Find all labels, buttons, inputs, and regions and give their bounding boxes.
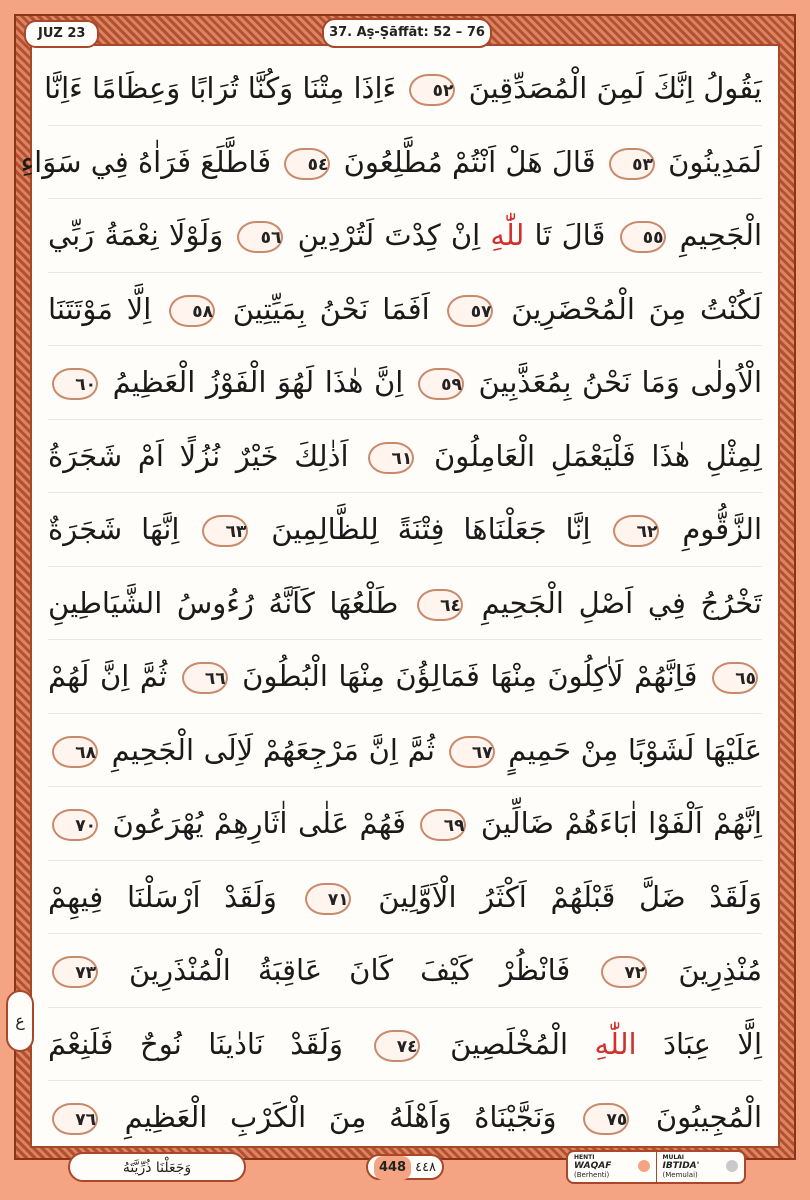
page-number-latin: 448 (374, 1156, 411, 1180)
verse-text: عَلَيْهَا لَشَوْبًا مِنْ حَمِيمٍ (508, 732, 762, 767)
juz-label: JUZ 23 (24, 20, 99, 48)
verse-text: الزَّقُّومِ (682, 512, 763, 546)
allah-word: للّٰهِ (490, 218, 525, 252)
ayah-number-marker: ٦٣ (202, 515, 248, 547)
verse-text: الْمُجِيبُونَ (655, 1100, 763, 1134)
verse-text: فَاِنَّهُمْ لَاٰكِلُونَ مِنْهَا فَمَالِؤُنَ مِنْهَا الْبُطُونَ (242, 659, 698, 693)
ayah-number-marker: ٦٠ (52, 368, 98, 400)
ayah-number-marker: ٧٣ (52, 956, 98, 988)
verse-text: الْاُولٰى وَمَا نَحْنُ بِمُعَذَّبِينَ (478, 365, 763, 399)
quran-line (48, 861, 762, 935)
quran-line (48, 346, 762, 420)
ayah-number-marker: ٥٧ (447, 295, 493, 327)
quran-line (44, 52, 762, 126)
ayah-number-marker: ٧٦ (52, 1103, 98, 1135)
waqaf-color-swatch (638, 1160, 650, 1172)
verse-text: اِنْ كِدْتَ لَتُرْدِينِ (297, 218, 481, 252)
ayah-number-marker: ٥٤ (284, 148, 330, 180)
ibtida-color-swatch (726, 1160, 738, 1172)
verse-text: قَالَ تَا (534, 218, 606, 252)
verse-text: فَهُمْ عَلٰى اٰثَارِهِمْ يُهْرَعُونَ (112, 806, 407, 840)
page-number-arabic: ٤٤٨ (415, 1160, 437, 1175)
quran-line (20, 126, 762, 200)
ibtida-sub-label: (Memulai) (662, 1171, 698, 1179)
ruku-side-marker: ع (6, 990, 34, 1052)
quran-line (48, 420, 762, 494)
verse-text: الْمُخْلَصِينَ (450, 1026, 569, 1061)
verse-text: اِلَّا مَوْتَتَنَا (48, 291, 152, 326)
quran-line (48, 787, 762, 861)
verse-text: فَانْظُرْ كَيْفَ كَانَ عَاقِبَةُ الْمُنْذَرِينَ (129, 953, 571, 987)
ayah-number-marker: ٦٥ (712, 662, 758, 694)
ayah-number-marker: ٧٥ (583, 1103, 629, 1135)
ayah-number-marker: ٦٤ (417, 589, 463, 621)
waqaf-ibtida-legend (566, 1150, 746, 1184)
verse-text: اِنَّا جَعَلْنَاهَا فِتْنَةً لِلظَّالِمِينَ (271, 512, 591, 546)
verse-text: ثُمَّ اِنَّ لَهُمْ (48, 659, 168, 693)
waqaf-main-label: WAQAF (574, 1161, 612, 1171)
verse-text: قَالَ هَلْ اَنْتُمْ مُطَّلِعُونَ (343, 144, 596, 179)
waqaf-sub-label: (Berhenti) (574, 1171, 610, 1179)
verse-text: لِمِثْلِ هٰذَا فَلْيَعْمَلِ الْعَامِلُونَ (433, 438, 763, 473)
verse-text: اَذٰلِكَ خَيْرٌ نُزُلًا اَمْ شَجَرَةُ (48, 438, 349, 473)
ayah-number-marker: ٦٧ (449, 736, 495, 768)
quran-text-lines (20, 52, 763, 1154)
ayah-number-marker: ٦٨ (52, 736, 98, 768)
ayah-number-marker: ٦٩ (420, 809, 466, 841)
verse-text: اِنَّهَا شَجَرَةٌ (48, 512, 180, 546)
waqaf-legend (568, 1152, 656, 1182)
ayah-number-marker: ٧١ (305, 883, 351, 915)
verse-text: اِنَّ هٰذَا لَهُوَ الْفَوْزُ الْعَظِيمُ (112, 365, 404, 399)
verse-text: ثُمَّ اِنَّ مَرْجِعَهُمْ لَاِلَى الْجَحِيمِ (111, 732, 435, 767)
page-number (366, 1154, 444, 1180)
ayah-number-marker: ٦٦ (182, 662, 228, 694)
verse-text: وَلَقَدْ نَادٰينَا نُوحٌ فَلَنِعْمَ (48, 1026, 344, 1061)
ayah-number-marker: ٧٠ (52, 809, 98, 841)
verse-text: ءَاِذَا مِتْنَا وَكُنَّا تُرَابًا وَعِظَامًا ءَاِنَّا (44, 71, 397, 105)
quran-line (48, 714, 762, 788)
ayah-number-marker: ٥٩ (418, 368, 464, 400)
next-page-words: وَجَعَلْنَا ذُرِّيَّتَهُ (68, 1152, 246, 1182)
verse-text: اَفَمَا نَحْنُ بِمَيِّتِينَ (232, 291, 430, 326)
quran-line (48, 1081, 762, 1154)
verse-text: وَلَقَدْ ضَلَّ قَبْلَهُمْ اَكْثَرُ الْاَوَّلِينَ (378, 879, 763, 914)
quran-line (48, 934, 762, 1008)
ayah-number-marker: ٥٣ (609, 148, 655, 180)
ayah-number-marker: ٦١ (368, 442, 414, 474)
verse-text: وَنَجَّيْنَاهُ وَاَهْلَهُ مِنَ الْكَرْبِ الْعَظِيمِ (124, 1100, 557, 1134)
ayah-number-marker: ٦٢ (613, 515, 659, 547)
verse-text: اِلَّا عِبَادَ (663, 1026, 763, 1061)
verse-text: طَلْعُهَا كَاَنَّهُ رُءُوسُ الشَّيَاطِينِ (48, 585, 399, 620)
ibtida-legend (656, 1152, 745, 1182)
quran-line (48, 1008, 762, 1082)
quran-line (48, 567, 762, 641)
verse-text: فَاطَّلَعَ فَرَاٰهُ فِي سَوَاءِ (20, 144, 272, 179)
ayah-number-marker: ٥٢ (409, 74, 455, 106)
ibtida-main-label: IBTIDA' (662, 1161, 700, 1171)
quran-line (48, 493, 762, 567)
waqaf-small-label: HENTI (574, 1154, 595, 1161)
verse-text: يَقُولُ اِنَّكَ لَمِنَ الْمُصَدِّقِينَ (468, 71, 762, 105)
ibtida-small-label: MULAI (662, 1154, 685, 1161)
verse-text: لَمَدِينُونَ (668, 144, 762, 179)
verse-text: مُنْذِرِينَ (678, 953, 763, 987)
ayah-number-marker: ٥٨ (169, 295, 215, 327)
ayah-number-marker: ٥٥ (620, 221, 666, 253)
verse-text: تَخْرُجُ فِي اَصْلِ الْجَحِيمِ (481, 585, 762, 620)
verse-text: اِنَّهُمْ اَلْفَوْا اٰبَاءَهُمْ ضَالِّينَ (480, 806, 762, 840)
surah-title: 37. Aṣ-Ṣāffāt: 52 – 76 (322, 18, 492, 48)
ayah-number-marker: ٥٦ (237, 221, 283, 253)
ayah-number-marker: ٧٢ (601, 956, 647, 988)
ayah-number-marker: ٧٤ (374, 1030, 420, 1062)
verse-text: الْجَحِيمِ (679, 218, 763, 252)
verse-text: وَلَقَدْ اَرْسَلْنَا فِيهِمْ (48, 879, 277, 914)
allah-word: اللّٰهِ (594, 1026, 637, 1061)
quran-line (48, 273, 762, 347)
quran-line (48, 199, 762, 273)
quran-line (48, 640, 762, 714)
verse-text: وَلَوْلَا نِعْمَةُ رَبِّي (48, 218, 224, 252)
verse-text: لَكُنْتُ مِنَ الْمُحْضَرِينَ (511, 291, 763, 326)
